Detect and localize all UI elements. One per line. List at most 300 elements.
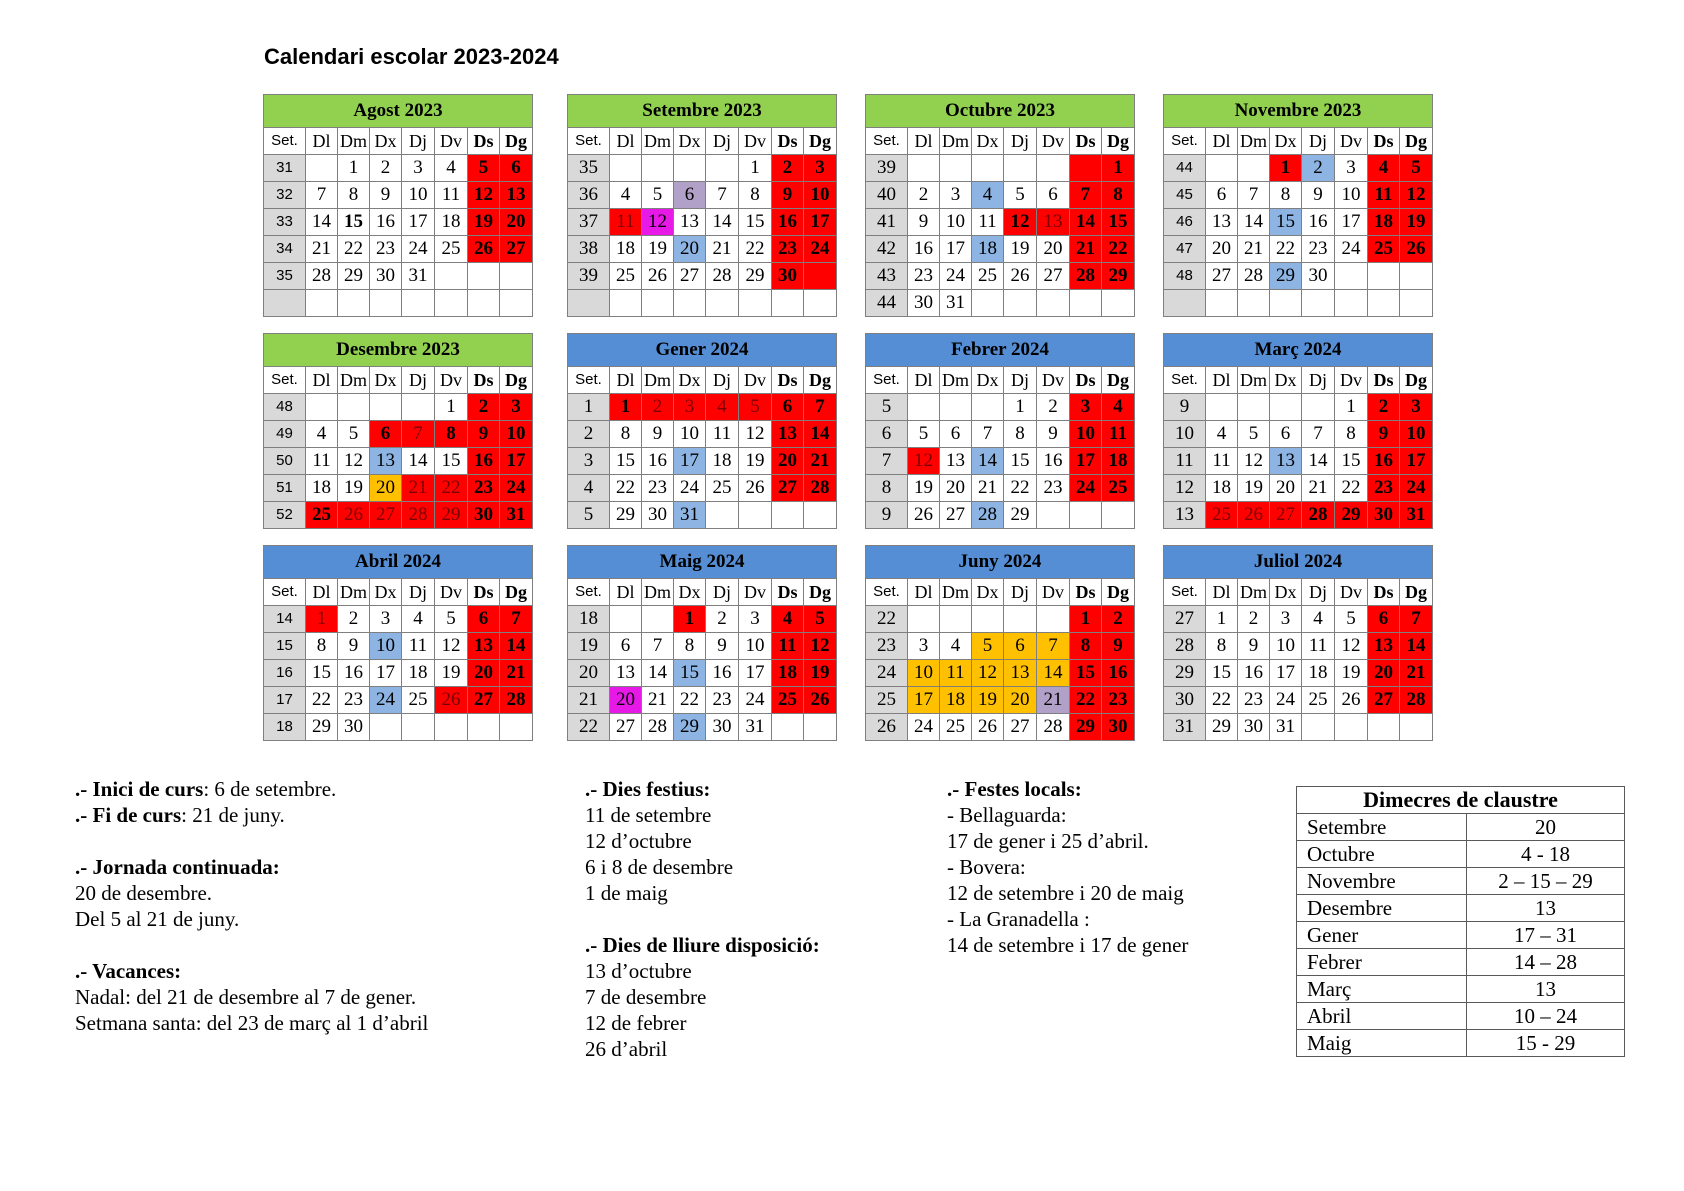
- day-cell: 2: [772, 155, 804, 182]
- day-cell: 27: [940, 502, 972, 529]
- month-calendar: [263, 333, 533, 529]
- day-cell: 16: [706, 660, 739, 687]
- weekday-header: Dv: [435, 579, 468, 606]
- month-calendar: [567, 333, 837, 529]
- month-title: Març 2024: [1164, 334, 1433, 367]
- week-number: 5: [568, 502, 610, 529]
- weekday-header: Dl: [1206, 367, 1238, 394]
- weekday-header: Dv: [435, 367, 468, 394]
- claustre-month: Octubre: [1297, 841, 1467, 868]
- day-cell: 10: [804, 182, 837, 209]
- day-cell: 24: [908, 714, 940, 741]
- weekday-header: Dg: [1400, 128, 1433, 155]
- day-cell: 12: [1238, 448, 1270, 475]
- day-cell: 14: [706, 209, 739, 236]
- week-row: [264, 687, 533, 714]
- day-cell: 6: [1037, 182, 1070, 209]
- day-cell: 1: [1102, 155, 1135, 182]
- day-cell: 17: [1335, 209, 1368, 236]
- weekday-header: Dj: [1004, 579, 1037, 606]
- day-cell: 7: [1238, 182, 1270, 209]
- claustre-row: [1297, 1030, 1625, 1057]
- claustre-days: 17 – 31: [1467, 922, 1625, 949]
- day-cell: 12: [435, 633, 468, 660]
- weekday-header: Dm: [642, 579, 674, 606]
- day-cell: [1070, 155, 1102, 182]
- week-number: 51: [264, 475, 306, 502]
- day-cell: 8: [1206, 633, 1238, 660]
- locals-line: 14 de setembre i 17 de gener: [947, 933, 1189, 957]
- day-cell: 30: [1102, 714, 1135, 741]
- week-row: [568, 502, 837, 529]
- week-row: [264, 209, 533, 236]
- day-cell: 21: [972, 475, 1004, 502]
- day-cell: 26: [972, 714, 1004, 741]
- day-cell: 19: [739, 448, 772, 475]
- day-cell: 22: [1335, 475, 1368, 502]
- day-cell: 7: [500, 606, 533, 633]
- day-cell: 1: [1270, 155, 1302, 182]
- day-cell: 17: [1070, 448, 1102, 475]
- day-cell: 11: [1206, 448, 1238, 475]
- week-number: 25: [866, 687, 908, 714]
- day-cell: [772, 714, 804, 741]
- day-cell: [674, 155, 706, 182]
- weekday-header: Dm: [1238, 128, 1270, 155]
- week-row: [866, 263, 1135, 290]
- week-row: [1164, 236, 1433, 263]
- day-cell: 17: [1270, 660, 1302, 687]
- day-cell: 28: [306, 263, 338, 290]
- weekday-header: Dj: [1004, 128, 1037, 155]
- weekday-header: Dm: [940, 367, 972, 394]
- week-row: [264, 660, 533, 687]
- week-number-header: Set.: [1164, 579, 1206, 606]
- day-cell: 19: [468, 209, 500, 236]
- day-cell: 26: [739, 475, 772, 502]
- inici-value: : 6 de setembre.: [203, 777, 337, 801]
- week-row: [1164, 660, 1433, 687]
- day-cell: 24: [500, 475, 533, 502]
- info-right: [947, 776, 1188, 958]
- week-number: 8: [866, 475, 908, 502]
- vacances-line: Nadal: del 21 de desembre al 7 de gener.: [75, 985, 417, 1009]
- day-cell: 10: [1070, 421, 1102, 448]
- week-number: 31: [1164, 714, 1206, 741]
- day-cell: 20: [1004, 687, 1037, 714]
- day-cell: 12: [468, 182, 500, 209]
- week-row: [1164, 394, 1433, 421]
- day-cell: 1: [1070, 606, 1102, 633]
- day-cell: 20: [1368, 660, 1400, 687]
- day-cell: 16: [1037, 448, 1070, 475]
- day-cell: [468, 714, 500, 741]
- week-row: [264, 263, 533, 290]
- day-cell: 15: [1206, 660, 1238, 687]
- month-title: Setembre 2023: [568, 95, 837, 128]
- week-row: [568, 209, 837, 236]
- weekday-header: Dx: [370, 367, 402, 394]
- day-cell: 13: [940, 448, 972, 475]
- day-cell: 9: [1102, 633, 1135, 660]
- day-cell: 22: [1270, 236, 1302, 263]
- day-cell: 10: [1400, 421, 1433, 448]
- day-cell: 31: [674, 502, 706, 529]
- day-cell: 11: [1102, 421, 1135, 448]
- day-cell: 17: [908, 687, 940, 714]
- day-cell: 7: [402, 421, 435, 448]
- day-cell: 8: [435, 421, 468, 448]
- day-cell: 28: [1400, 687, 1433, 714]
- week-number: 12: [1164, 475, 1206, 502]
- weekday-header: Dv: [435, 128, 468, 155]
- day-cell: 11: [772, 633, 804, 660]
- week-row: [866, 182, 1135, 209]
- weekday-header: Dl: [908, 579, 940, 606]
- day-cell: [940, 155, 972, 182]
- day-cell: [1335, 263, 1368, 290]
- weekday-header: Dg: [804, 128, 837, 155]
- day-cell: [940, 606, 972, 633]
- day-cell: [370, 394, 402, 421]
- day-cell: 22: [338, 236, 370, 263]
- day-cell: 1: [435, 394, 468, 421]
- week-row: [866, 475, 1135, 502]
- day-cell: [1302, 714, 1335, 741]
- weekday-header: Ds: [772, 579, 804, 606]
- day-cell: 25: [940, 714, 972, 741]
- day-cell: 26: [642, 263, 674, 290]
- day-cell: 24: [1070, 475, 1102, 502]
- day-cell: 31: [1400, 502, 1433, 529]
- day-cell: 29: [610, 502, 642, 529]
- week-row: [568, 290, 837, 317]
- day-cell: 30: [1368, 502, 1400, 529]
- claustre-month: Setembre: [1297, 814, 1467, 841]
- day-cell: 26: [435, 687, 468, 714]
- day-cell: [972, 290, 1004, 317]
- week-row: [1164, 263, 1433, 290]
- day-cell: 9: [338, 633, 370, 660]
- day-cell: 13: [500, 182, 533, 209]
- day-cell: [435, 714, 468, 741]
- day-cell: 26: [1400, 236, 1433, 263]
- weekday-header: Dg: [1102, 367, 1135, 394]
- week-row: [264, 502, 533, 529]
- day-cell: 13: [1004, 660, 1037, 687]
- weekday-header: Dx: [1270, 579, 1302, 606]
- day-cell: 27: [500, 236, 533, 263]
- day-cell: 24: [1270, 687, 1302, 714]
- week-number: 20: [568, 660, 610, 687]
- day-cell: 19: [1400, 209, 1433, 236]
- day-cell: 2: [1302, 155, 1335, 182]
- day-cell: 25: [972, 263, 1004, 290]
- week-row: [1164, 448, 1433, 475]
- day-cell: 24: [804, 236, 837, 263]
- week-number: 23: [866, 633, 908, 660]
- week-row: [1164, 290, 1433, 317]
- weekday-header: Dg: [804, 579, 837, 606]
- week-row: [1164, 209, 1433, 236]
- day-cell: 27: [468, 687, 500, 714]
- day-cell: 10: [908, 660, 940, 687]
- day-cell: 5: [1238, 421, 1270, 448]
- weekday-header: Dj: [1004, 367, 1037, 394]
- day-cell: 15: [1102, 209, 1135, 236]
- day-cell: [1037, 606, 1070, 633]
- day-cell: 28: [706, 263, 739, 290]
- day-cell: 8: [1335, 421, 1368, 448]
- day-cell: 5: [1400, 155, 1433, 182]
- day-cell: 14: [402, 448, 435, 475]
- day-cell: 14: [1400, 633, 1433, 660]
- day-cell: 21: [1070, 236, 1102, 263]
- day-cell: 21: [402, 475, 435, 502]
- week-row: [866, 394, 1135, 421]
- day-cell: [1037, 290, 1070, 317]
- day-cell: 31: [402, 263, 435, 290]
- day-cell: [908, 606, 940, 633]
- day-cell: [674, 290, 706, 317]
- weekday-header: Dj: [1302, 128, 1335, 155]
- festius-title: .- Dies festius:: [585, 777, 711, 801]
- day-cell: 18: [706, 448, 739, 475]
- day-cell: 26: [1004, 263, 1037, 290]
- day-cell: 6: [468, 606, 500, 633]
- day-cell: 12: [1004, 209, 1037, 236]
- week-row: [568, 155, 837, 182]
- week-row: [568, 714, 837, 741]
- day-cell: 4: [972, 182, 1004, 209]
- day-cell: 7: [1037, 633, 1070, 660]
- day-cell: 1: [1335, 394, 1368, 421]
- claustre-days: 4 - 18: [1467, 841, 1625, 868]
- week-number: 39: [568, 263, 610, 290]
- weekday-header: Dx: [674, 367, 706, 394]
- weekday-header: Dv: [1037, 579, 1070, 606]
- week-number-header: Set.: [1164, 128, 1206, 155]
- day-cell: [402, 394, 435, 421]
- day-cell: 11: [706, 421, 739, 448]
- day-cell: 29: [306, 714, 338, 741]
- week-number: 21: [568, 687, 610, 714]
- day-cell: 23: [1368, 475, 1400, 502]
- day-cell: 22: [739, 236, 772, 263]
- day-cell: 3: [674, 394, 706, 421]
- day-cell: 20: [1206, 236, 1238, 263]
- day-cell: 29: [435, 502, 468, 529]
- day-cell: 6: [370, 421, 402, 448]
- day-cell: 29: [674, 714, 706, 741]
- day-cell: 2: [1037, 394, 1070, 421]
- month-title: Febrer 2024: [866, 334, 1135, 367]
- lliure-title: .- Dies de lliure disposició:: [585, 933, 820, 957]
- day-cell: 14: [804, 421, 837, 448]
- day-cell: 30: [1238, 714, 1270, 741]
- week-row: [866, 290, 1135, 317]
- week-row: [264, 448, 533, 475]
- festius-line: 12 d’octubre: [585, 829, 692, 853]
- day-cell: [642, 606, 674, 633]
- day-cell: 30: [468, 502, 500, 529]
- day-cell: 4: [402, 606, 435, 633]
- day-cell: [1368, 714, 1400, 741]
- day-cell: 25: [772, 687, 804, 714]
- day-cell: 14: [1037, 660, 1070, 687]
- month-calendar: [865, 333, 1135, 529]
- day-cell: 5: [1004, 182, 1037, 209]
- day-cell: 2: [706, 606, 739, 633]
- claustre-days: 13: [1467, 895, 1625, 922]
- week-number: 34: [264, 236, 306, 263]
- week-number: 35: [264, 263, 306, 290]
- month-title: Juny 2024: [866, 546, 1135, 579]
- day-cell: 20: [500, 209, 533, 236]
- day-cell: 15: [435, 448, 468, 475]
- day-cell: [972, 606, 1004, 633]
- day-cell: 28: [642, 714, 674, 741]
- day-cell: 19: [642, 236, 674, 263]
- claustre-row: [1297, 949, 1625, 976]
- week-number: 19: [568, 633, 610, 660]
- weekday-header: Dx: [972, 128, 1004, 155]
- claustre-row: [1297, 922, 1625, 949]
- claustre-row: [1297, 895, 1625, 922]
- day-cell: [1004, 606, 1037, 633]
- day-cell: 23: [1102, 687, 1135, 714]
- weekday-header: Dg: [1400, 579, 1433, 606]
- day-cell: 3: [402, 155, 435, 182]
- weekday-header: Dl: [1206, 128, 1238, 155]
- day-cell: 1: [306, 606, 338, 633]
- weekday-header: Dm: [338, 367, 370, 394]
- day-cell: 6: [772, 394, 804, 421]
- day-cell: 22: [1004, 475, 1037, 502]
- day-cell: 6: [1270, 421, 1302, 448]
- month-title: Maig 2024: [568, 546, 837, 579]
- week-number: 48: [1164, 263, 1206, 290]
- day-cell: 3: [500, 394, 533, 421]
- day-cell: 1: [674, 606, 706, 633]
- day-cell: 25: [435, 236, 468, 263]
- day-cell: 12: [1335, 633, 1368, 660]
- day-cell: 28: [1037, 714, 1070, 741]
- info-mid: [585, 776, 820, 1062]
- day-cell: 9: [1238, 633, 1270, 660]
- week-row: [264, 475, 533, 502]
- weekday-header: Dg: [1102, 579, 1135, 606]
- day-cell: 29: [338, 263, 370, 290]
- vacances-line: Setmana santa: del 23 de març al 1 d’abril: [75, 1011, 429, 1035]
- day-cell: 30: [772, 263, 804, 290]
- week-number: 7: [866, 448, 908, 475]
- day-cell: [435, 290, 468, 317]
- week-number: 28: [1164, 633, 1206, 660]
- month-title: Abril 2024: [264, 546, 533, 579]
- day-cell: 26: [1238, 502, 1270, 529]
- day-cell: 23: [1302, 236, 1335, 263]
- week-row: [568, 687, 837, 714]
- day-cell: [1004, 290, 1037, 317]
- day-cell: 17: [500, 448, 533, 475]
- day-cell: 30: [338, 714, 370, 741]
- day-cell: 7: [1400, 606, 1433, 633]
- festius-line: 11 de setembre: [585, 803, 712, 827]
- week-number-header: Set.: [866, 579, 908, 606]
- day-cell: 30: [370, 263, 402, 290]
- week-row: [264, 606, 533, 633]
- week-number: 41: [866, 209, 908, 236]
- week-number: 42: [866, 236, 908, 263]
- day-cell: 19: [338, 475, 370, 502]
- week-number: 44: [1164, 155, 1206, 182]
- day-cell: [804, 263, 837, 290]
- day-cell: 5: [908, 421, 940, 448]
- day-cell: 18: [402, 660, 435, 687]
- day-cell: 23: [706, 687, 739, 714]
- weekday-header: Dv: [1037, 367, 1070, 394]
- week-row: [264, 290, 533, 317]
- day-cell: 7: [706, 182, 739, 209]
- day-cell: 16: [338, 660, 370, 687]
- claustre-row: [1297, 1003, 1625, 1030]
- day-cell: 13: [674, 209, 706, 236]
- day-cell: [500, 714, 533, 741]
- weekday-header: Dj: [1302, 579, 1335, 606]
- day-cell: 10: [674, 421, 706, 448]
- week-row: [866, 714, 1135, 741]
- day-cell: 21: [804, 448, 837, 475]
- day-cell: 18: [1102, 448, 1135, 475]
- weekday-header: Ds: [772, 128, 804, 155]
- day-cell: 22: [306, 687, 338, 714]
- day-cell: 8: [674, 633, 706, 660]
- weekday-header: Dv: [1335, 128, 1368, 155]
- day-cell: [338, 394, 370, 421]
- day-cell: 6: [1206, 182, 1238, 209]
- page-title: Calendari escolar 2023-2024: [264, 44, 559, 69]
- day-cell: 31: [1270, 714, 1302, 741]
- lliure-line: 26 d’abril: [585, 1037, 668, 1061]
- day-cell: 2: [338, 606, 370, 633]
- claustre-row: [1297, 976, 1625, 1003]
- day-cell: 11: [610, 209, 642, 236]
- day-cell: 9: [1368, 421, 1400, 448]
- jornada-line: Del 5 al 21 de juny.: [75, 907, 240, 931]
- day-cell: 12: [642, 209, 674, 236]
- day-cell: [435, 263, 468, 290]
- day-cell: [1368, 263, 1400, 290]
- day-cell: 10: [370, 633, 402, 660]
- weekday-header: Ds: [1368, 367, 1400, 394]
- day-cell: 6: [674, 182, 706, 209]
- week-row: [264, 182, 533, 209]
- day-cell: 20: [610, 687, 642, 714]
- week-number: 27: [1164, 606, 1206, 633]
- day-cell: 17: [739, 660, 772, 687]
- day-cell: 7: [804, 394, 837, 421]
- week-row: [264, 633, 533, 660]
- day-cell: 5: [804, 606, 837, 633]
- week-row: [568, 236, 837, 263]
- week-row: [568, 421, 837, 448]
- day-cell: 19: [972, 687, 1004, 714]
- day-cell: 21: [642, 687, 674, 714]
- week-row: [568, 660, 837, 687]
- day-cell: 8: [338, 182, 370, 209]
- week-row: [866, 236, 1135, 263]
